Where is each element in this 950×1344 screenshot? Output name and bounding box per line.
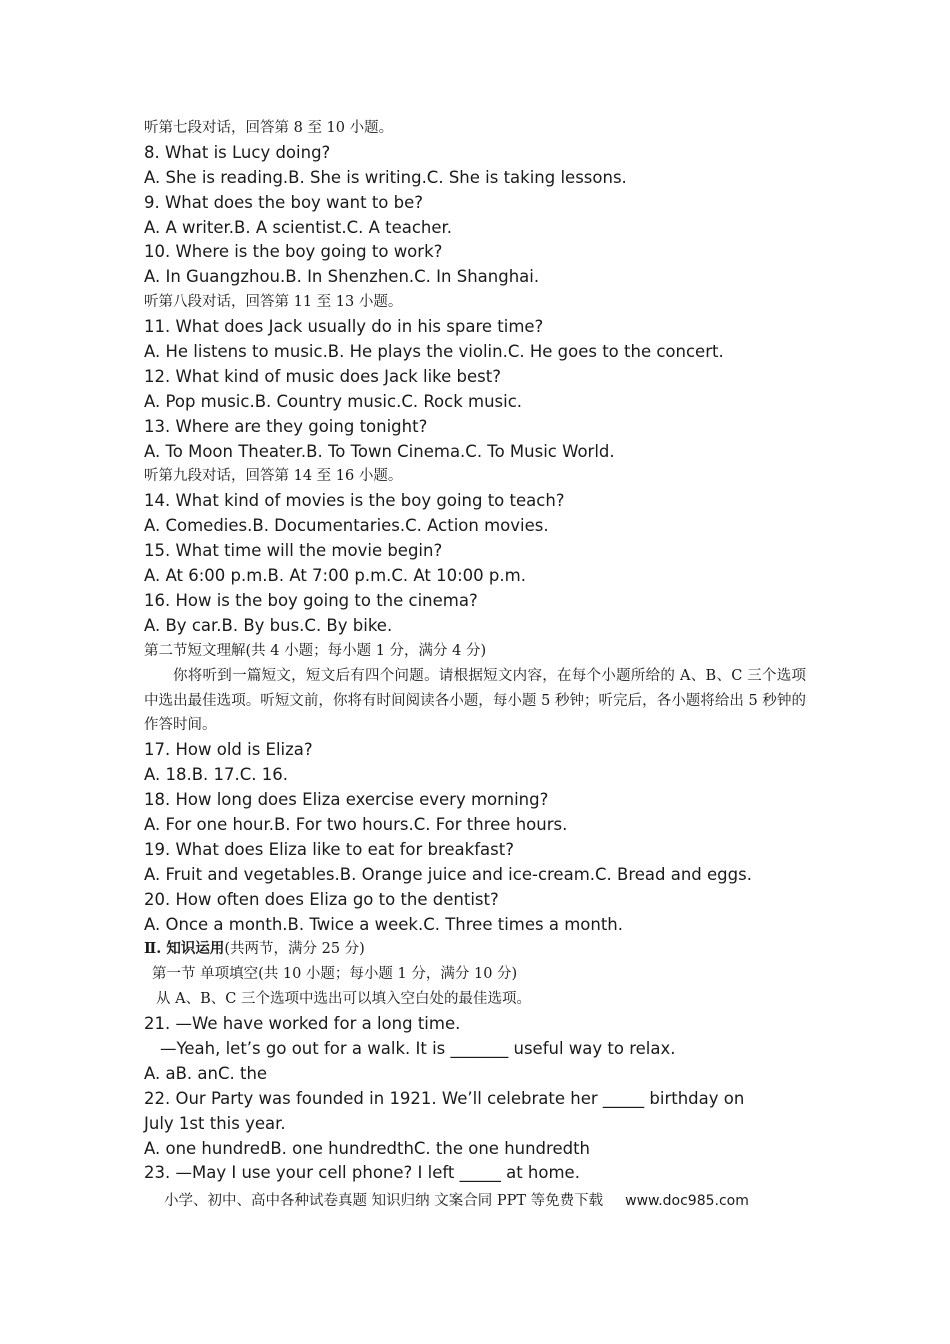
answer-options: A. She is reading.B. She is writing.C. She is taking lessons. (144, 167, 627, 187)
question: 20. How often does Eliza go to the dentist? (144, 889, 499, 909)
page-footer (164, 1189, 749, 1210)
answer-options: A. Once a month.B. Twice a week.C. Three times a month. (144, 914, 623, 934)
part-heading (144, 937, 814, 962)
footer-url[interactable]: www.doc985.com (625, 1193, 749, 1209)
question: 10. Where is the boy going to work? (144, 242, 443, 262)
answer-options: A. Comedies.B. Documentaries.C. Action movies. (144, 516, 549, 536)
part-score: (共两节，满分 25 分) (224, 941, 365, 958)
answer-options: A. A writer.B. A scientist.C. A teacher. (144, 217, 453, 237)
section-heading: 听第九段对话，回答第 14 至 16 小题。 (144, 468, 403, 485)
section-heading: 听第七段对话，回答第 8 至 10 小题。 (144, 120, 394, 136)
instructions-paragraph: 你将听到一篇短文，短文后有四个问题。请根据短文内容，在每个小题所给的 A、B、C 三个选项中选出最佳选项。听短文前，你将有时间阅读各小题，每小题 5 秒钟；听完后，各小题将给出 5 秒钟的作答时间。 (144, 667, 806, 734)
answer-options: A. In Guangzhou.B. In Shenzhen.C. In Shanghai. (144, 267, 540, 287)
answer-options: A. Fruit and vegetables.B. Orange juice and ice-cream.C. Bread and eggs. (144, 864, 752, 884)
answer-options: A. Pop music.B. Country music.C. Rock music. (144, 391, 523, 411)
part-title: Ⅱ. 知识运用 (144, 940, 225, 958)
question: 12. What kind of music does Jack like best? (144, 366, 501, 386)
question: 13. Where are they going tonight? (144, 416, 428, 436)
question: 18. How long does Eliza exercise every morning? (144, 790, 549, 810)
answer-options: A. At 6:00 p.m.B. At 7:00 p.m.C. At 10:00 p.m. (144, 566, 526, 586)
question: 17. How old is Eliza? (144, 740, 313, 760)
question: 8. What is Lucy doing? (144, 142, 331, 162)
question-continuation: July 1st this year. (144, 1113, 286, 1133)
question: 14. What kind of movies is the boy going to teach? (144, 491, 565, 511)
answer-options: A. For one hour.B. For two hours.C. For three hours. (144, 814, 568, 834)
answer-options: A. He listens to music.B. He plays the violin.C. He goes to the concert. (144, 342, 724, 362)
subsection-instruction: 从 A、B、C 三个选项中选出可以填入空白处的最佳选项。 (156, 991, 531, 1008)
subsection-heading: 第一节 单项填空(共 10 小题；每小题 1 分，满分 10 分) (152, 966, 518, 983)
document-body (144, 116, 814, 1186)
answer-options: A. By car.B. By bus.C. By bike. (144, 615, 393, 635)
footer-text: 小学、初中、高中各种试卷真题 知识归纳 文案合同 PPT 等免费下载 (164, 1193, 604, 1209)
question: 19. What does Eliza like to eat for breakfast? (144, 839, 514, 859)
section-heading: 听第八段对话，回答第 11 至 13 小题。 (144, 294, 403, 311)
question: 15. What time will the movie begin? (144, 541, 443, 561)
question: 21. —We have worked for a long time. (144, 1014, 461, 1034)
answer-options: A. aB. anC. the (144, 1063, 268, 1083)
question: 11. What does Jack usually do in his spare time? (144, 317, 544, 337)
question: 9. What does the boy want to be? (144, 192, 424, 212)
section-heading: 第二节短文理解(共 4 小题；每小题 1 分，满分 4 分) (144, 642, 487, 659)
answer-options: A. one hundredB. one hundredthC. the one hundredth (144, 1138, 591, 1158)
answer-options: A. To Moon Theater.B. To Town Cinema.C. To Music World. (144, 441, 615, 461)
question: 22. Our Party was founded in 1921. We’ll celebrate her _____ birthday on (144, 1088, 745, 1108)
question: 16. How is the boy going to the cinema? (144, 590, 478, 610)
question: 23. —May I use your cell phone? I left _____ at home. (144, 1163, 580, 1183)
answer-options: A. 18.B. 17.C. 16. (144, 765, 289, 785)
question-dialogue: —Yeah, let’s go out for a walk. It is _______ useful way to relax. (160, 1039, 676, 1058)
